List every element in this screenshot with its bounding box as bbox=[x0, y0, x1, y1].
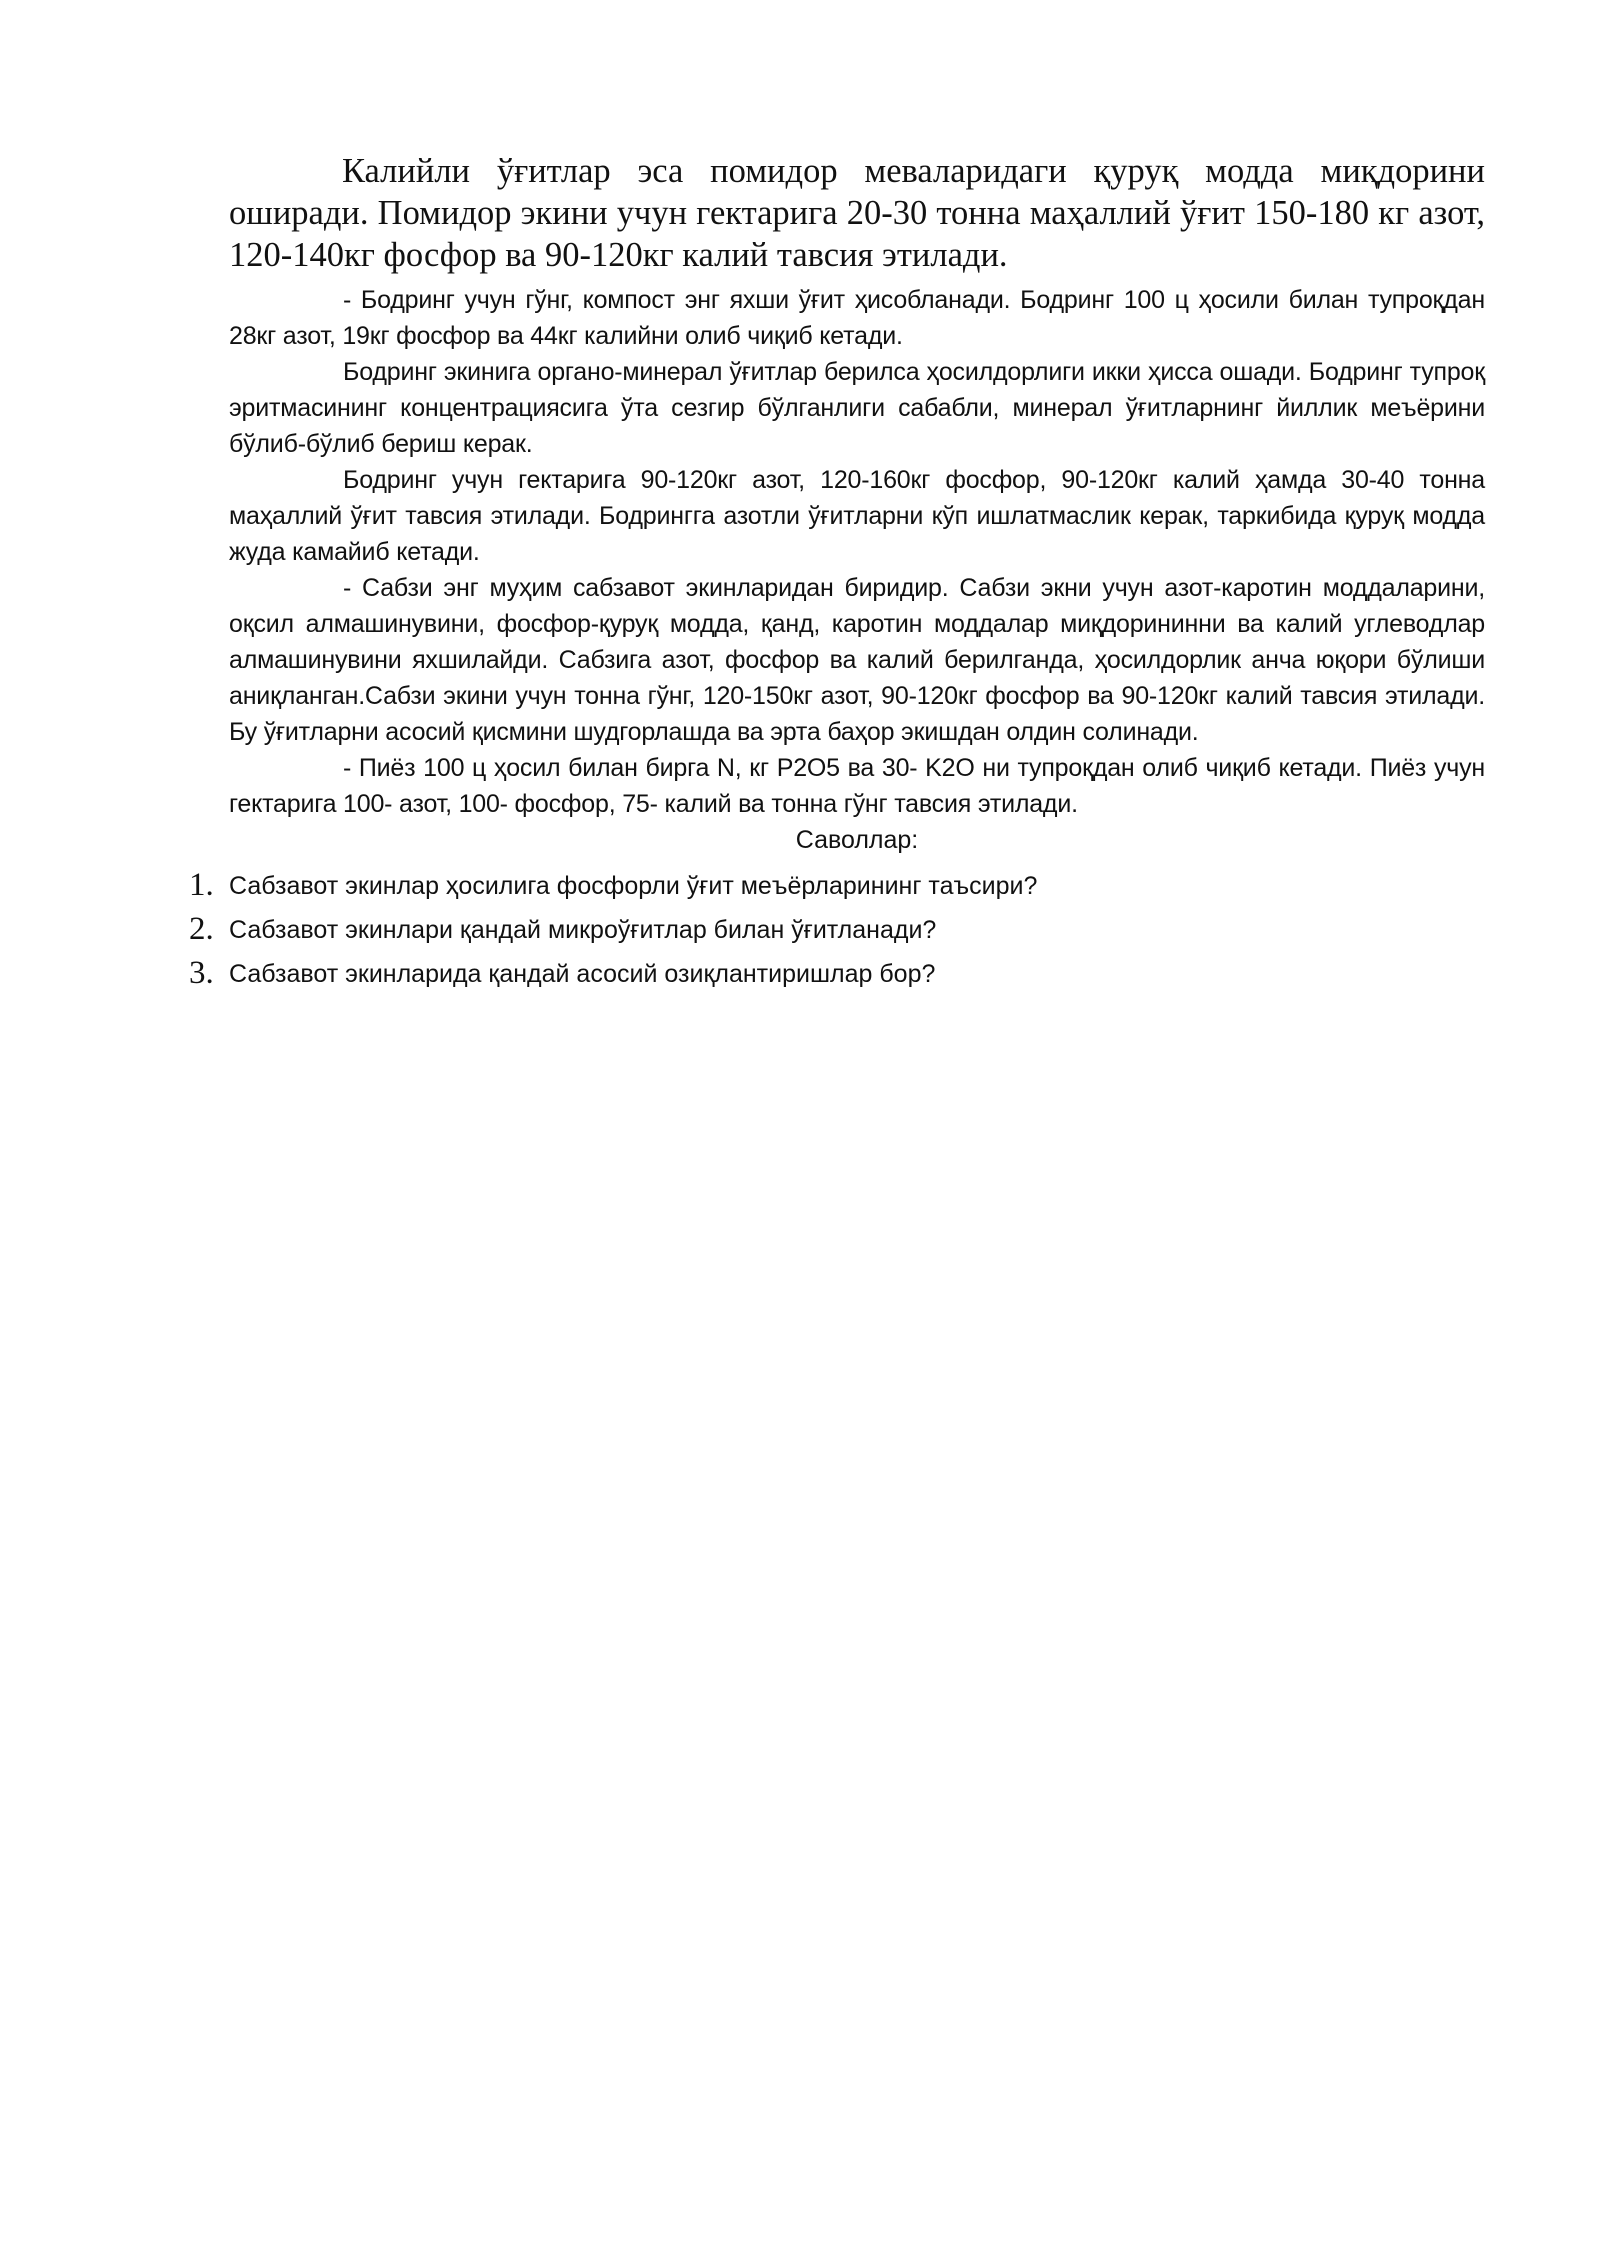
questions-heading: Саволлар: bbox=[795, 826, 919, 854]
question-item bbox=[189, 952, 1485, 996]
paragraph-cucumber-organo-mineral: Бодринг экинига органо-минерал ўғитлар берилса ҳосилдорлиги икки ҳисса ошади. Бодринг тупроқ эритмасининг концентрациясига ўта сезгир бўлганлиги сабабли, минерал ўғитларнинг йиллик меъёрини бўлиб-бўлиб бериш керак. bbox=[229, 358, 1485, 458]
question-text: Сабзавот экинлари қандай микроўғитлар билан ўғитланади? bbox=[229, 916, 937, 944]
document-page bbox=[189, 150, 1485, 996]
question-item bbox=[189, 864, 1485, 908]
question-number: 2. bbox=[189, 911, 214, 947]
question-number: 1. bbox=[189, 867, 214, 903]
paragraph-cucumber-manure: - Бодринг учун гўнг, компост энг яхши ўғит ҳисобланади. Бодринг 100 ц ҳосили билан тупроқдан 28кг азот, 19кг фосфор ва 44кг калийни олиб чиқиб кетади. bbox=[229, 286, 1485, 350]
question-text: Сабзавот экинлар ҳосилига фосфорли ўғит меъёрларининг таъсири? bbox=[229, 872, 1038, 900]
question-number: 3. bbox=[189, 955, 214, 991]
paragraph-cucumber-rates: Бодринг учун гектарига 90-120кг азот, 120-160кг фосфор, 90-120кг калий ҳамда 30-40 тонна маҳаллий ўғит тавсия этилади. Бодрингга азотли ўғитларни кўп ишлатмаслик керак, таркибида қуруқ модда жуда камайиб кетади. bbox=[229, 466, 1485, 566]
questions-list bbox=[189, 864, 1485, 996]
question-text: Сабзавот экинларида қандай асосий озиқлантиришлар бор? bbox=[229, 960, 936, 988]
question-item bbox=[189, 908, 1485, 952]
paragraph-potassium-tomato: Калийли ўғитлар эса помидор меваларидаги қуруқ модда миқдорини оширади. Помидор экини учун гектарига 20-30 тонна маҳаллий ўғит 150-180 кг азот, 120-140кг фосфор ва 90-120кг калий тавсия этилади. bbox=[229, 152, 1485, 274]
paragraph-onion: - Пиёз 100 ц ҳосил билан бирга N, кг P2O5 ва 30- K2O ни тупроқдан олиб чиқиб кетади. Пиёз учун гектарига 100- азот, 100- фосфор, 75- калий ва тонна гўнг тавсия этилади. bbox=[229, 754, 1485, 818]
paragraph-carrot: - Сабзи энг муҳим сабзавот экинларидан биридир. Сабзи экни учун азот-каротин моддаларини, оқсил алмашинувини, фосфор-қуруқ модда, қанд, каротин моддалар миқдорининни ва калий углеводлар алмашинувини яхшилайди. Сабзига азот, фосфор ва калий берилганда, ҳосилдорлик анча юқори бўлиши аниқланган.Сабзи экини учун тонна гўнг, 120-150кг азот, 90-120кг фосфор ва 90-120кг калий тавсия этилади. Бу ўғитларни асосий қисмини шудгорлашда ва эрта баҳор экишдан олдин солинади. bbox=[229, 574, 1485, 746]
